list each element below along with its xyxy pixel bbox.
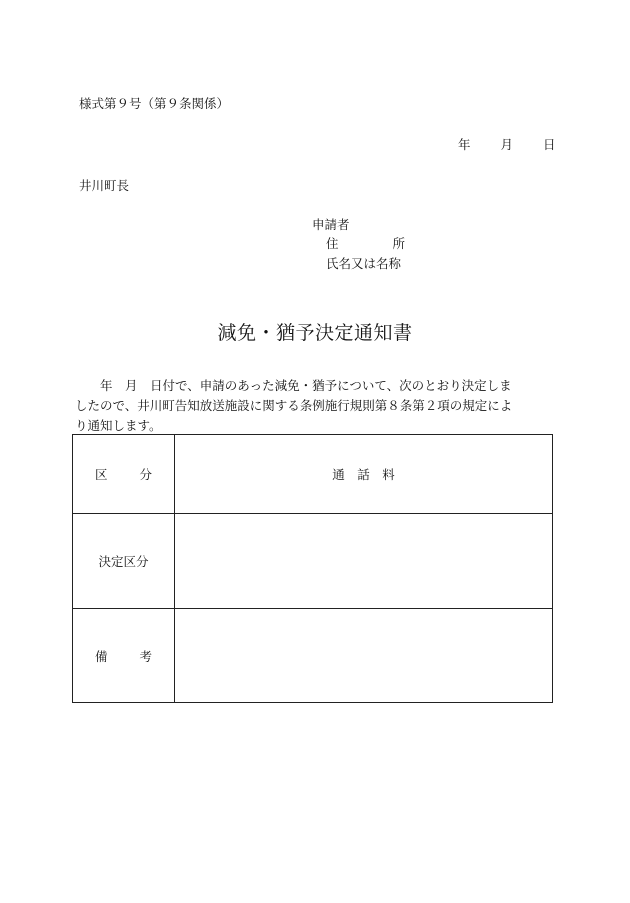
category-label (73, 435, 175, 514)
decision-table (72, 434, 553, 703)
document-title: 減免・猶予決定通知書 (217, 322, 413, 344)
address-label (326, 238, 405, 251)
table-row (73, 435, 553, 514)
category-value: 通 話 料 (175, 435, 553, 514)
name-label: 氏名又は名称 (326, 256, 402, 271)
category-label-second: 分 (139, 467, 153, 482)
form-number: 様式第９号（第９条関係） (79, 96, 230, 111)
category-label-first: 区 (94, 467, 108, 482)
body-text (75, 376, 557, 436)
date-year: 年 (458, 137, 471, 152)
remarks-value[interactable] (175, 609, 553, 703)
date-month: 月 (500, 137, 514, 152)
date-line (458, 139, 556, 152)
address-label-second: 所 (392, 236, 406, 251)
applicant-label: 申請者 (312, 217, 350, 232)
date-day: 日 (543, 137, 556, 152)
decision-category-label: 決定区分 (73, 514, 175, 609)
table-row (73, 514, 553, 609)
body-line-2: したので、井川町告知放送施設に関する条例施行規則第８条第２項の規定によ (75, 398, 513, 413)
table-row (73, 609, 553, 703)
addressee: 井川町長 (79, 178, 130, 193)
body-line-3: り通知します。 (75, 418, 162, 433)
address-label-first: 住 (326, 236, 339, 251)
body-line-1: 年 月 日付で、申請のあった減免・猶予について、次のとおり決定しま (75, 378, 512, 393)
remarks-label-first: 備 (94, 648, 108, 664)
decision-category-value[interactable] (175, 514, 553, 609)
remarks-label-second: 考 (139, 648, 153, 664)
remarks-label (73, 609, 175, 703)
